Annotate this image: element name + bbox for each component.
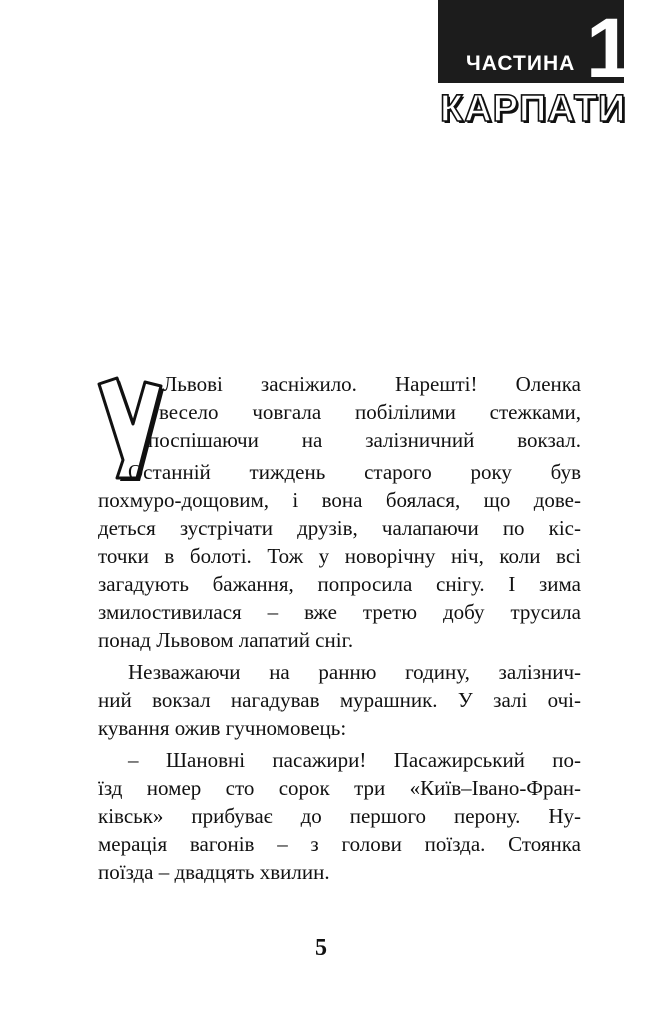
text-line-2: весело човгала побілілими стежками, — [159, 400, 581, 424]
text-line-1: Львові засніжило. Нарешті! Оленка — [163, 372, 581, 396]
chapter-title: КАРПАТИ — [440, 88, 627, 130]
text-line-17: мерація вагонів – з голови поїзда. Стоянка — [98, 832, 581, 856]
chapter-header-box — [438, 0, 633, 95]
text-line-8: загадують бажання, попросила снігу. І зима — [98, 572, 581, 596]
text-line-15: їзд номер сто сорок три «Київ–Івано-Фран- — [98, 776, 581, 800]
text-line-11: Незважаючи на ранню годину, залізнич- — [128, 660, 581, 684]
chapter-label: ЧАСТИНА — [466, 52, 576, 75]
text-line-18: поїзда – двадцять хвилин. — [98, 860, 330, 884]
text-line-14: – Шановні пасажири! Пасажирський по- — [128, 748, 581, 772]
text-line-16: ківськ» прибуває до першого перону. Ну- — [98, 804, 581, 828]
text-line-4: Останній тиждень старого року був — [128, 460, 581, 484]
text-line-6: деться зустрічати друзів, чалапаючи по кіс- — [98, 516, 581, 540]
text-line-3: поспішаючи на залізничний вокзал. — [148, 428, 581, 452]
chapter-number: 1 — [586, 1, 633, 95]
text-line-12: ний вокзал нагадував мурашник. У залі очі- — [98, 688, 581, 712]
text-line-13: кування ожив гучномовець: — [98, 716, 347, 740]
text-line-7: точки в болоті. Тож у новорічну ніч, коли всі — [98, 544, 581, 568]
text-line-9: змилостивилася – вже третю добу трусила — [98, 600, 581, 624]
page-number: 5 — [315, 935, 327, 961]
text-line-5: похмуро-дощовим, і вона боялася, що дове- — [98, 488, 581, 512]
text-line-10: понад Львовом лапатий сніг. — [98, 628, 354, 652]
